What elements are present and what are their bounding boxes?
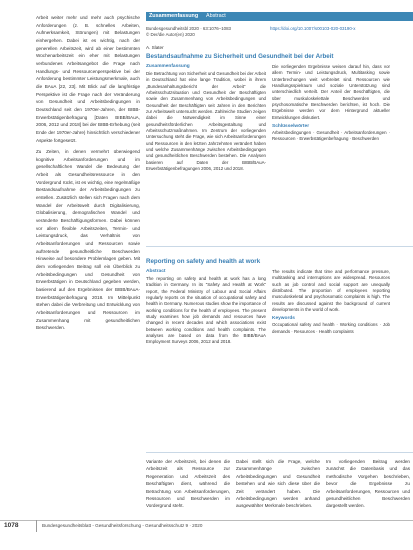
german-keywords: Arbeitsbedingungen · Gesundheit · Arbeitsanforderungen · Ressourcen · Erwerbstätigenbefragung · Beschwerden <box>272 130 390 142</box>
english-abstract-col1 <box>146 276 266 448</box>
body-paragraph: Zu Zeiten, in denen vermehrt überwiegend kognitive Arbeitsanforderungen und im gesellschaftlichen Wandel die Bedeutung der Arbeit als Gesundheitsressource in den Vordergrund rückt, ist es wichtig, eine regelmäßige Bestandsaufnahme der Arbeitsbedingungen zu erstellen. Zusätzlich stellen sich Fragen nach dem Wandel der Arbeitswelt durch Digitalisierung, Globalisierung, demografischen Wandel und veränderte Beschäftigungsformen. Dabei können vor allem flexible Arbeitszeiten, Termin- und Leistungsdruck, das Verhältnis von Arbeitsanforderungen und Ressourcen sowie auftretende gesundheitliche Beschwerden Hinweise auf besondere Problemlagen geben. Mit dem vorliegenden Beitrag soll ein Überblick zu Arbeitsbedingungen und Gesundheit von Erwerbstätigen in Deutschland gegeben werden, basierend auf den Ergebnissen der BIBB/BAuA-Erwerbstätigenbefragung 2018. Im Mittelpunkt stehen dabei die Verbreitung und Entwicklung von Arbeitsanforderungen und Ressourcen im Zusammenhang mit gesundheitlichen Beschwerden. <box>36 149 140 331</box>
footer-rule <box>0 520 413 521</box>
doi-link[interactable]: https://doi.org/10.1007/s00103-020-03190-x <box>270 26 356 31</box>
german-abstract-heading: Zusammenfassung <box>146 64 190 69</box>
divider <box>146 452 413 453</box>
english-keywords: Occupational safety and health · Working conditions · Job demands · Resources · Health complaints <box>272 322 390 334</box>
english-abstract-col2 <box>272 269 390 445</box>
body-column-bottom-2 <box>236 458 320 518</box>
header-label-zusammenfassung: Zusammenfassung <box>149 13 199 19</box>
footer-separator <box>36 520 37 532</box>
body-text: Im vorliegenden Beitrag werden zunächst die Datenbasis und das methodische Vorgehen beschrieben, bevor die Ergebnisse zu Arbeitsanforderungen, Ressourcen und gesundheitlichen Beschwerden dargestellt werden. <box>326 459 410 509</box>
divider <box>146 246 413 247</box>
page-number: 1078 <box>4 522 19 529</box>
body-column-bottom-1 <box>146 458 230 518</box>
body-paragraph: Arbeit weiter mehr und mehr auch psychische Anforderungen (z. B. schnelles Arbeiten, Aufmerksamkeit, Störungen) mit Belastungen einhergehen. Dabei ist es wichtig, nach der generellen Arbeitszeit, wird ab einer bestimmten Wochenarbeitszeit ein eher mit Belastungen verbundenes Arbeitsangebot die Frage nach Handlungs- und Ressourcenperspektive bei der Anforderung bestimmter Leistungsmerkmale, auch die BAuA [22, 23]. Mit Blick auf die langfristige Perspektive ist die Frage nach der Veränderung von Gesundheit und Arbeitsbedingungen in Deutschland seit den 1970er-Jahren, der BIBB-Erwerbstätigenbefragung [Daten BIBB/BAuA, 2006, 2012 und 2018] bei der BIBB-Erhebung (seit Ende der 1970er-Jahre) hinsichtlich verschiedener Aspekte fortgesetzt. <box>36 15 140 143</box>
english-abstract-text-cont: The results indicate that time and performance pressure, multitasking and interruptions are widespread. Resources such as job control and social support are unequally distributed. The proportion of employees reporting musculoskeletal and psychosomatic complaints is high. The results are discussed against the background of current developments in the world of work. <box>272 269 390 313</box>
english-keywords-heading: Keywords <box>272 316 295 322</box>
header-label-abstract: Abstract <box>206 13 226 19</box>
german-abstract-col2 <box>272 64 390 234</box>
citation-line: Bundesgesundheitsbl 2020 · 63:1076–1083 <box>146 26 231 31</box>
author-name: A. Slater <box>146 45 164 50</box>
german-keywords-heading: Schlüsselwörter <box>272 124 310 130</box>
body-text: Dabei stellt sich die Frage, welche Zusammenhänge zwischen Arbeitsbedingungen und Gesundheit bestehen und wie sich diese über die Zeit verändert haben. Die Arbeitsbedingungen werden anhand ausgewählter Merkmale beschrieben. <box>236 459 320 509</box>
body-text: Variante der Arbeitszeit, bei denen die Arbeitszeit als Ressource zur Regeneration und Arbeitszeit des Beschäftigten dient, während die Betrachtung von Arbeitsanforderungen, Ressourcen und Beschwerden im Vordergrund steht. <box>146 459 230 509</box>
copyright-line: © Der/die Autor(en) 2020 <box>146 32 195 37</box>
german-abstract-col1 <box>146 71 266 239</box>
left-body-column <box>36 14 140 332</box>
body-column-bottom-3 <box>326 458 410 518</box>
english-abstract-heading: Abstract <box>146 269 166 274</box>
german-article-title: Bestandsaufnahme zu Sicherheit und Gesundheit bei der Arbeit <box>146 53 334 60</box>
english-abstract-text: The reporting on safety and health at work has a long tradition in Germany. In its “Safety and Health at Work” report, the Federal Ministry of Labour and Social Affairs regularly reports on the situation of occupational safety and health in Germany. Numerous studies show the importance of working conditions for the health of employees. The present study examines how job demands and resources have changed in recent decades and which associations exist between working conditions and health complaints. The analyses are based on data from the BIBB/BAuA Employment Surveys 2006, 2012 and 2018. <box>146 276 266 345</box>
journal-footer: Bundesgesundheitsblatt - Gesundheitsforschung - Gesundheitsschutz 9 · 2020 <box>42 523 203 528</box>
english-article-title: Reporting on safety and health at work <box>146 258 261 265</box>
german-abstract-text-cont: Die vorliegenden Ergebnisse weisen darauf hin, dass vor allem Termin- und Leistungsdruck, Multitasking sowie Unterbrechungen weit verbreitet sind. Ressourcen wie Handlungsspielraum und soziale Unterstützung sind unterschiedlich verteilt. Der Anteil der Beschäftigten, die über muskuloskelettale Beschwerden und psychosomatische Beschwerden berichten, ist hoch. Die Ergebnisse werden vor dem Hintergrund aktueller Entwicklungen diskutiert. <box>272 64 390 120</box>
citation-meta <box>146 26 286 38</box>
german-abstract-text: Die Betrachtung von Sicherheit und Gesundheit bei der Arbeit in Deutschland hat eine lange Tradition, wobei in ihrem „Bundesanhaltungsbericht der Arbeit“ die Arbeitsschutzsituation und Gesundheit der Beschäftigten sowie den Zusammenhang von Arbeitsbedingungen und Gesundheit der Beschäftigten seit Jahren in den Berichten zur Arbeitswelt untersucht werden. Zahlreiche Studien zeigen dabei die Notwendigkeit im Sinne einer gesundheitsförderlichen Arbeitsgestaltung und Arbeitsschutzmaßnahmen. Im Zentrum der vorliegenden Untersuchung steht die Frage, wie sich Arbeitsanforderungen und Ressourcen in den letzten Jahrzehnten verändert haben und welche Zusammenhänge zwischen Arbeitsbedingungen und gesundheitlichen Beschwerden bestehen. Die Analysen basieren auf Daten der BIBB/BAuA-Erwerbstätigenbefragungen 2006, 2012 und 2018. <box>146 71 266 172</box>
